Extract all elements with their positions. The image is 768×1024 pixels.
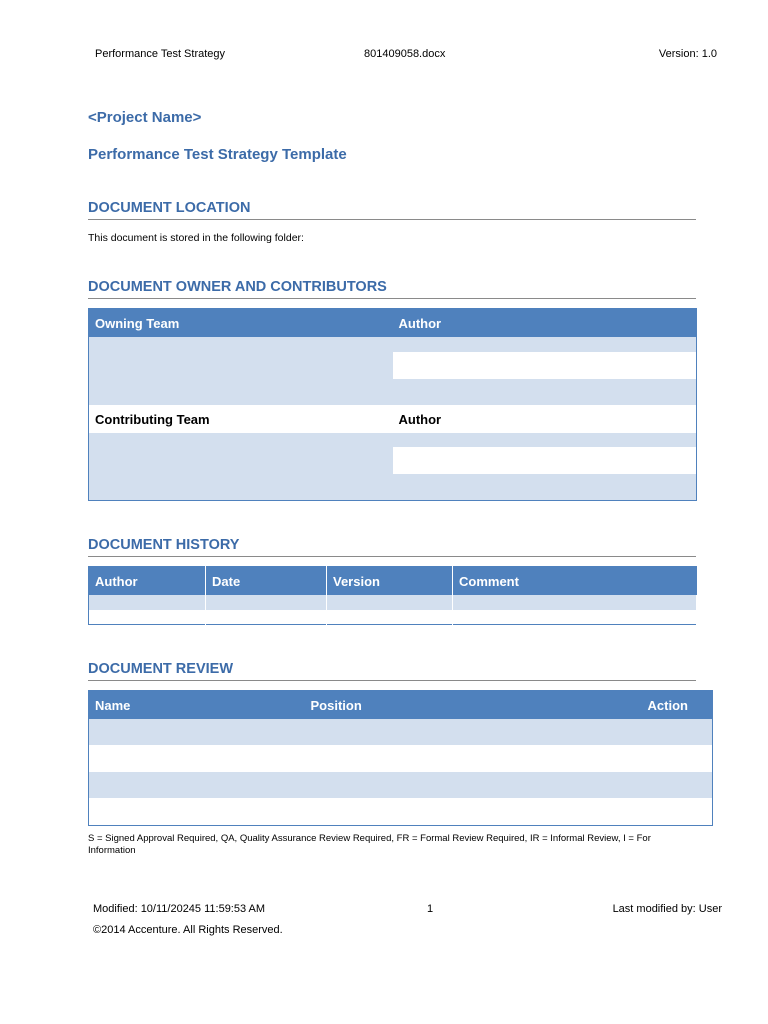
header-filename: 801409058.docx (364, 48, 446, 60)
table-cell[interactable] (625, 745, 713, 772)
table-cell[interactable] (393, 433, 697, 447)
owning-team-header: Owning Team (89, 309, 393, 338)
table-cell[interactable] (305, 745, 625, 772)
table-cell[interactable] (393, 379, 697, 405)
history-date-header: Date (206, 567, 327, 596)
table-cell[interactable] (327, 610, 453, 625)
table-cell[interactable] (453, 595, 697, 610)
footer-copyright: ©2014 Accenture. All Rights Reserved. (93, 924, 283, 936)
table-cell[interactable] (625, 772, 713, 798)
table-cell[interactable] (89, 337, 393, 352)
table-cell[interactable] (305, 772, 625, 798)
document-location-text: This document is stored in the following folder: (88, 232, 304, 244)
owners-table (88, 308, 697, 501)
table-cell[interactable] (393, 474, 697, 501)
table-cell[interactable] (89, 595, 206, 610)
table-cell[interactable] (89, 798, 305, 826)
table-cell[interactable] (393, 447, 697, 474)
table-cell[interactable] (89, 447, 393, 474)
table-cell[interactable] (305, 798, 625, 826)
header-doc-title: Performance Test Strategy (95, 48, 226, 60)
table-cell[interactable] (89, 772, 305, 798)
table-cell[interactable] (625, 798, 713, 826)
owners-heading: DOCUMENT OWNER AND CONTRIBUTORS (88, 278, 696, 299)
table-cell[interactable] (327, 595, 453, 610)
table-cell[interactable] (625, 719, 713, 745)
table-cell[interactable] (89, 433, 393, 447)
document-history-heading: DOCUMENT HISTORY (88, 536, 696, 557)
table-cell[interactable] (393, 337, 697, 352)
table-cell[interactable] (206, 610, 327, 625)
document-location-heading: DOCUMENT LOCATION (88, 199, 696, 220)
author-header: Author (393, 309, 697, 338)
table-cell[interactable] (453, 610, 697, 625)
project-name-heading: <Project Name> (88, 109, 202, 126)
history-version-header: Version (327, 567, 453, 596)
footer-modified: Modified: 10/11/20245 11:59:53 AM (93, 903, 266, 915)
review-legend-note: S = Signed Approval Required, QA, Quality Assurance Review Required, FR = Formal Review Required, IR = Informal Review, I = For Information (88, 833, 651, 856)
document-review-heading: DOCUMENT REVIEW (88, 660, 696, 681)
review-table (88, 690, 713, 826)
header-version: Version: 1.0 (658, 48, 717, 60)
footer-last-modified: Last modified by: User (612, 903, 722, 915)
table-cell[interactable] (89, 719, 305, 745)
history-table (88, 566, 697, 625)
table-cell[interactable] (89, 352, 393, 379)
review-position-header: Position (305, 691, 625, 720)
history-comment-header: Comment (453, 567, 697, 596)
table-cell[interactable] (89, 474, 393, 501)
document-title-heading: Performance Test Strategy Template (88, 146, 347, 163)
footer-page-number: 1 (427, 903, 434, 915)
table-cell[interactable] (89, 745, 305, 772)
history-author-header: Author (89, 567, 206, 596)
contributing-author-label: Author (393, 405, 697, 433)
table-cell[interactable] (89, 379, 393, 405)
review-action-header: Action (625, 691, 713, 720)
table-cell[interactable] (89, 610, 206, 625)
review-name-header: Name (89, 691, 305, 720)
table-cell[interactable] (305, 719, 625, 745)
contributing-team-label: Contributing Team (89, 405, 393, 433)
table-cell[interactable] (393, 352, 697, 379)
table-cell[interactable] (206, 595, 327, 610)
